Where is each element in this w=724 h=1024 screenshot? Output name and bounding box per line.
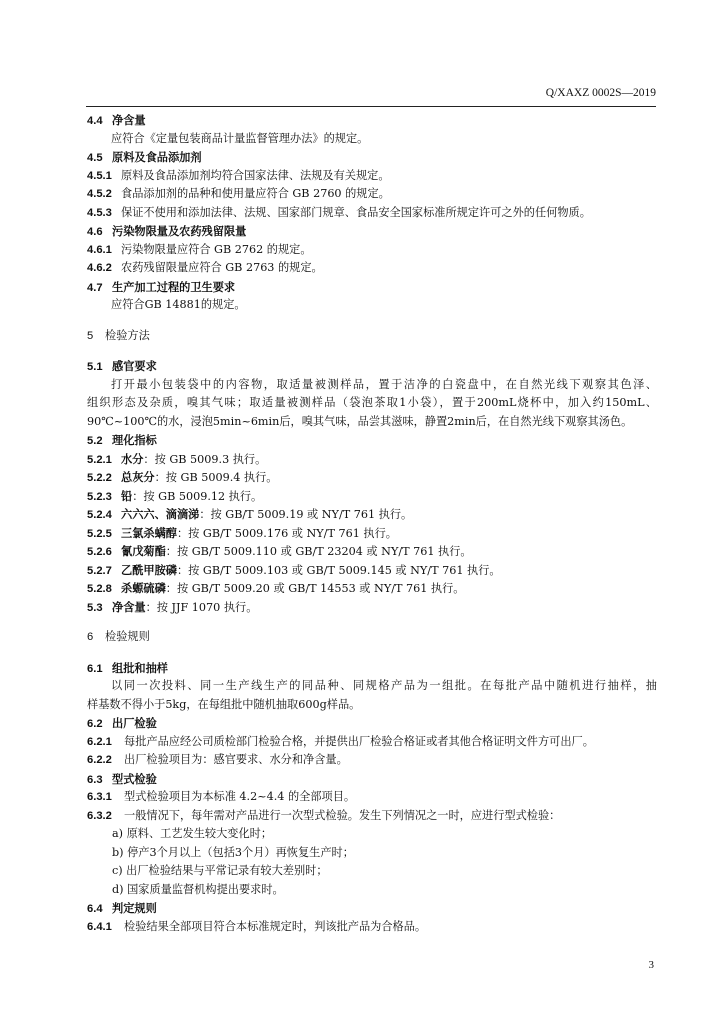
sensory-paragraph-line: 打开最小包装袋中的内容物，取适量被测样品，置于洁净的白瓷盘中，在自然光线下观察其色泽、 (111, 377, 657, 391)
section-4-7-heading: 4.7 生产加工过程的卫生要求 (87, 279, 236, 294)
section-4-4-heading: 4.4 净含量 (87, 113, 146, 127)
sensory-paragraph-line: 90℃~100℃的水，浸泡5min~6min后，嗅其气味，品尝其滋味，静置2min后，在自然光线下观察其汤色。 (87, 414, 633, 428)
section-6-3-heading: 6.3 型式检验 (87, 771, 157, 786)
section-5-2-heading: 5.2 理化指标 (87, 433, 157, 447)
list-item: d) 国家质量监督机构提出要求时。 (112, 882, 284, 896)
section-5-3: 5.3 净含量：按 JJF 1070 执行。 (87, 599, 258, 614)
clause-5-2-5: 5.2.5 三氯杀螨醇：按 GB/T 5009.176 或 NY/T 761 执行。 (87, 525, 397, 540)
chapter-6-heading: 6 检验规则 (87, 631, 150, 643)
clause-6-2-2: 6.2.2 出厂检验项目为：感官要求、水分和净含量。 (87, 753, 348, 766)
section-4-4-text: 应符合《定量包装商品计量监督管理办法》的规定。 (111, 131, 369, 145)
batching-paragraph-line: 以同一次投料、同一生产线生产的同品种、同规格产品为一组批。在每批产品中随机进行抽样，抽 (111, 679, 657, 692)
clause-5-2-3: 5.2.3 铅：按 GB 5009.12 执行。 (87, 488, 263, 503)
clause-6-3-1: 6.3.1 型式检验项目为本标准 4.2~4.4 的全部项目。 (87, 790, 356, 803)
document-code: Q/XAXZ 0002S—2019 (545, 87, 656, 99)
clause-6-2-1: 6.2.1 每批产品应经公司质检部门检验合格，并提供出厂检验合格证或者其他合格证明文件方可出厂。 (87, 734, 594, 748)
page-number: 3 (648, 959, 654, 971)
clause-4-6-2: 4.6.2 农药残留限量应符合 GB 2763 的规定。 (87, 261, 323, 274)
clause-5-2-8: 5.2.8 杀螈硫磷：按 GB/T 5009.20 或 GB/T 14553 或 NY/T 761 执行。 (87, 581, 465, 595)
section-6-2-heading: 6.2 出厂检验 (87, 716, 157, 730)
list-item: c) 出厂检验结果与平常记录有较大差别时； (112, 864, 328, 877)
clause-5-2-2: 5.2.2 总灰分：按 GB 5009.4 执行。 (87, 470, 278, 484)
header-rule (86, 106, 656, 107)
document-body (87, 111, 657, 936)
section-4-6-heading: 4.6 污染物限量及农药残留限量 (87, 224, 247, 238)
sensory-paragraph-line: 组织形态及杂质，嗅其气味；取适量被测样品（袋泡茶取1小袋），置于200mL烧杯中，加入约150mL、 (87, 396, 657, 409)
clause-5-2-7: 5.2.7 乙酰甲胺磷：按 GB/T 5009.103 或 GB/T 5009.145 或 NY/T 761 执行。 (87, 562, 501, 577)
section-6-4-heading: 6.4 判定规则 (87, 901, 157, 915)
list-item: b) 停产3个月以上（包括3个月）再恢复生产时； (112, 845, 354, 859)
clause-4-5-3: 4.5.3 保证不使用和添加法律、法规、国家部门规章、食品安全国家标准所规定许可之外的任何物质。 (87, 205, 591, 219)
section-4-7-text: 应符合GB 14881的规定。 (111, 298, 246, 311)
section-4-5-heading: 4.5 原料及食品添加剂 (87, 150, 202, 164)
clause-6-4-1: 6.4.1 检验结果全部项目符合本标准规定时，判该批产品为合格品。 (87, 919, 427, 933)
batching-paragraph-line: 样基数不得小于5kg，在每组批中随机抽取600g样品。 (87, 697, 361, 711)
clause-5-2-4: 5.2.4 六六六、滴滴涕：按 GB/T 5009.19 或 NY/T 761 执行。 (87, 507, 413, 521)
clause-5-2-6: 5.2.6 氰戊菊酯：按 GB/T 5009.110 或 GB/T 23204 或 NY/T 761 执行。 (87, 544, 472, 558)
chapter-5-heading: 5 检验方法 (87, 329, 150, 342)
section-5-1-heading: 5.1 感官要求 (87, 359, 157, 373)
clause-6-3-2: 6.3.2 一般情况下，每年需对产品进行一次型式检验。发生下列情况之一时，应进行型式检验： (87, 808, 561, 822)
clause-4-6-1: 4.6.1 污染物限量应符合 GB 2762 的规定。 (87, 242, 312, 256)
list-item: a) 原料、工艺发生较大变化时； (112, 827, 273, 840)
section-6-1-heading: 6.1 组批和抽样 (87, 660, 168, 675)
clause-4-5-1: 4.5.1 原料及食品添加剂均符合国家法律、法规及有关规定。 (87, 168, 390, 182)
clause-5-2-1: 5.2.1 水分：按 GB 5009.3 执行。 (87, 451, 267, 466)
clause-4-5-2: 4.5.2 食品添加剂的品种和使用量应符合 GB 2760 的规定。 (87, 187, 390, 200)
